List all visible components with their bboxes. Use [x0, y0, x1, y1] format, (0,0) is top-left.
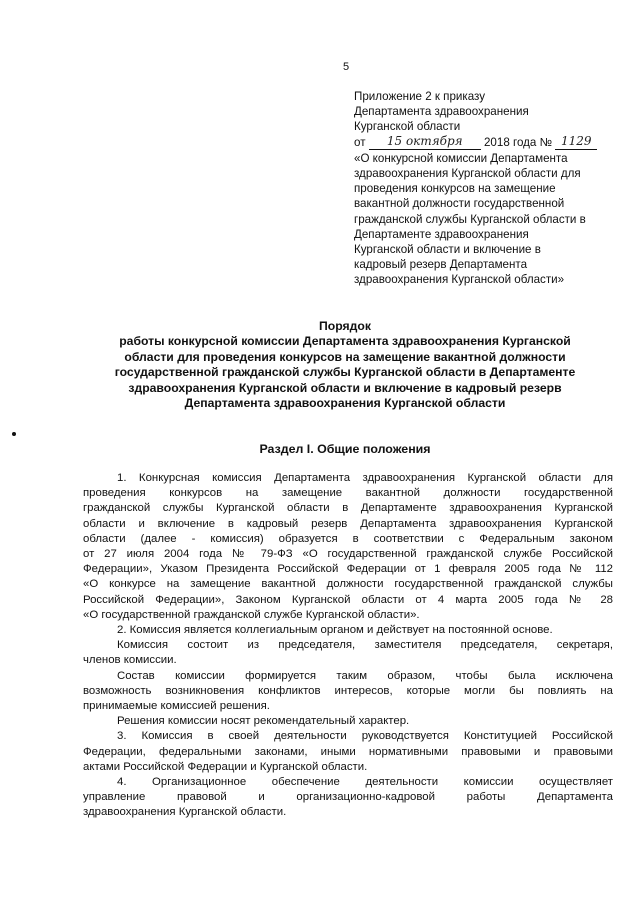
body-line: возможность возникновения конфликтов интересов, которые могли бы повлиять на — [83, 684, 613, 697]
body-line: гражданской службы Курганской области в Департаменте здравоохранения Курганской — [83, 502, 613, 515]
title-line: Порядок — [319, 319, 371, 333]
appendix-subject-line: гражданской службы Курганской области в — [354, 212, 586, 226]
body-line: от 27 июля 2004 года № 79-ФЗ «О государственной гражданской службе Российской — [83, 548, 613, 561]
body-line: Комиссия состоит из председателя, заместителя председателя, секретаря, — [117, 639, 613, 652]
body-line: Федерации», Указом Президента Российской Федерации от 1 февраля 2005 года № 112 — [83, 563, 613, 576]
body-line: «О конкурсе на замещение вакантной должности государственной гражданской службы — [83, 578, 613, 591]
body-line: членов комиссии. — [83, 654, 177, 667]
title-line: государственной гражданской службы Курганской области в Департаменте — [114, 365, 576, 380]
document-title — [78, 319, 612, 411]
appendix-subject-line: здравоохранения Курганской области» — [354, 273, 565, 287]
year-text: 2018 года № — [483, 135, 553, 149]
appendix-line: Курганской области — [354, 120, 461, 134]
body-line: здравоохранения Курганской области. — [83, 806, 287, 819]
appendix-subject-line: здравоохранения Курганской области для — [354, 167, 581, 181]
appendix-line: Департамента здравоохранения — [354, 105, 529, 119]
title-line: здравоохранения Курганской области и включение в кадровый резерв — [128, 380, 562, 395]
body-line: управление правовой и организационно-кадровой работы Департамента — [83, 791, 613, 804]
title-line: Департамента здравоохранения Курганской области — [184, 396, 506, 411]
page-number: 5 — [342, 61, 350, 73]
body-text — [83, 471, 613, 821]
date-prefix: от — [354, 135, 366, 149]
body-line: Решения комиссии носят рекомендательный характер. — [117, 715, 410, 728]
body-line: 1. Конкурсная комиссия Департамента здравоохранения Курганской области для — [117, 472, 613, 484]
body-line: 2. Комиссия является коллегиальным органом и действует на постоянной основе. — [117, 624, 553, 637]
body-line: 4. Организационное обеспечение деятельности комиссии осуществляет — [117, 776, 613, 789]
appendix-subject-line: проведения конкурсов на замещение — [354, 182, 556, 196]
body-line: области и включение в кадровый резерв Департамента здравоохранения Курганской — [83, 517, 613, 530]
body-line: принимаемые комиссией решения. — [83, 700, 270, 713]
margin-dot — [12, 432, 16, 436]
appendix-block — [354, 89, 616, 288]
appendix-subject-line: кадровый резерв Департамента — [354, 258, 528, 272]
appendix-subject-line: вакантной должности государственной — [354, 197, 565, 211]
body-line: Федерации, федеральными законами, иными нормативными правовыми и правовыми — [83, 745, 613, 758]
handwritten-number: 1129 — [555, 134, 597, 150]
title-line: области для проведения конкурсов на замещение вакантной должности — [124, 349, 566, 364]
body-line: Российской Федерации», Законом Курганской области от 4 марта 2005 года № 28 — [83, 593, 613, 606]
body-line: актами Российской Федерации и Курганской области. — [83, 760, 368, 773]
title-line: работы конкурсной комиссии Департамента здравоохранения Курганской — [119, 334, 571, 349]
body-line: области (далее - комиссия) образуется в соответствии с Федеральным законом — [83, 532, 613, 545]
body-line: «О государственной гражданской службе Курганской области». — [83, 608, 420, 621]
appendix-subject-line: Курганской области и включение в — [354, 243, 541, 257]
appendix-line: Приложение 2 к приказу — [354, 90, 486, 103]
section-heading: Раздел I. Общие положения — [259, 442, 431, 456]
body-line: Состав комиссии формируется таким образом, чтобы была исключена — [117, 669, 613, 682]
handwritten-date: 15 октября — [369, 134, 481, 150]
appendix-subject-line: Департаменте здравоохранения — [354, 227, 529, 241]
body-line: проведения конкурсов на замещение вакантной должности государственной — [83, 487, 613, 500]
appendix-date-line — [354, 135, 616, 151]
body-line: 3. Комиссия в своей деятельности руководствуется Конституцией Российской — [117, 730, 613, 743]
appendix-subject-line: «О конкурсной комиссии Департамента — [354, 151, 568, 165]
